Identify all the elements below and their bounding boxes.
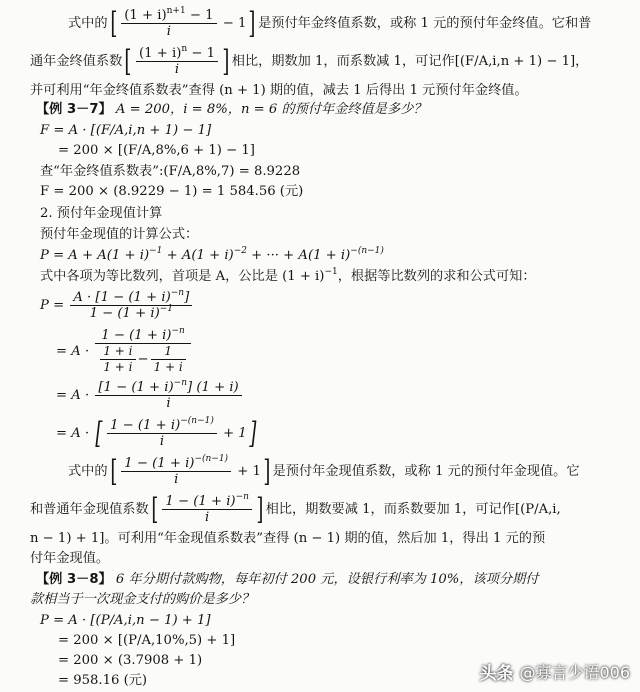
ex7-table-lookup: 查“年金终值系数表”:(F/A,8%,7) = 8.9228 bbox=[40, 164, 301, 179]
ex7-formula-line-1: F = A · [(F/A,i,n + 1) − 1] bbox=[40, 123, 212, 138]
derivation-fraction-1: $\frac{A \cdot [1 - (1 + i)^{-n}]}{1 - (1 + i)^{-1}}$ bbox=[70, 290, 192, 321]
ex8-formula-line-3: = 200 × (3.7908 + 1) bbox=[58, 653, 203, 668]
para-annuity-due-pv-coefficient: 式中的[ $\frac{1 - (1 + i)^{-(n-1)}}{i}$ + 1] 是预付年金现值系数，或称 1 元的预付年金现值。它 bbox=[68, 453, 580, 489]
watermark bbox=[479, 659, 630, 684]
derivation-step-4: = A · [ $\frac{1 - (1 + i)^{-(n-1)}}{i}$ + 1] bbox=[56, 415, 257, 451]
ex8-formula-line-1: P = A · [(P/A,i,n − 1) + 1] bbox=[40, 613, 211, 628]
derivation-fraction-2: $1 - (1 + i)^{-n}$ $\frac{1 + i}{1 + i}$ − $\frac{1}{1 + i}$ bbox=[95, 328, 190, 375]
example-3-8-cont: 款相当于一次现金支付的购价是多少？ bbox=[30, 592, 255, 607]
bracket-left: [ bbox=[109, 5, 117, 41]
watermark-handle: @寡言少语006 bbox=[519, 663, 630, 682]
para-compare-ordinary-fv: 通年金终值系数[ $\frac{(1 + i)^n - 1}{i}$ ] 相比，期数加 1，而系数减 1，可记作[(F/A,i,n + 1) − 1]， bbox=[30, 43, 589, 79]
ordinary-fv-fraction: $\frac{(1 + i)^n - 1}{i}$ bbox=[136, 46, 218, 77]
derivation-fraction-3: $\frac{[1 - (1 + i)^{-n}] (1 + i)}{i}$ bbox=[95, 380, 241, 411]
bracket-right: ] bbox=[248, 5, 256, 41]
section-title-pv: 2. 预付年金现值计算 bbox=[40, 206, 163, 221]
derivation-step-1: P = $\frac{A \cdot [1 - (1 + i)^{-n}]}{1 - (1 + i)^{-1}}$ bbox=[40, 290, 194, 321]
ex7-formula-line-2: = 200 × [(F/A,8%,6 + 1) − 1] bbox=[58, 143, 255, 158]
ex8-formula-line-2: = 200 × [(P/A,10%,5) + 1] bbox=[58, 633, 236, 648]
geometric-series-description: 式中各项为等比数列，首项是 A，公比是 $(1 + i)^{-1}$，根据等比数列的求和公式可知： bbox=[40, 267, 536, 284]
pv-formula-label: 预付年金现值的计算公式： bbox=[40, 227, 199, 242]
example-3-8: 【例 3－8】 6 年分期付款购物，每年初付 200 元，设银行利率为 10%，该项分期付 bbox=[36, 572, 539, 587]
fv-coefficient-fraction: $\frac{(1 + i)^{n+1} - 1}{i}$ bbox=[121, 8, 216, 39]
para-fv-table-usage: 并可利用“年金终值系数表”查得 (n + 1) 期的值，减去 1 后得出 1 元预付年金终值。 bbox=[30, 83, 528, 98]
derivation-fraction-4: $\frac{1 - (1 + i)^{-(n-1)}}{i}$ bbox=[107, 418, 217, 449]
ordinary-pv-fraction: $\frac{1 - (1 + i)^{-n}}{i}$ bbox=[162, 494, 252, 525]
pv-coefficient-fraction: $\frac{1 - (1 + i)^{-(n-1)}}{i}$ bbox=[121, 456, 231, 487]
para-pv-table-usage-end: 付年金现值。 bbox=[30, 551, 110, 566]
watermark-logo: 头条 bbox=[479, 664, 514, 684]
para-pv-table-usage: n − 1) + 1]。可利用“年金现值系数表”查得 (n − 1) 期的值，然后加 1，得出 1 元的预 bbox=[30, 531, 546, 546]
derivation-step-3: = A · $\frac{[1 - (1 + i)^{-n}] (1 + i)}{i}$ bbox=[56, 380, 244, 411]
pv-series-formula: $P = A + A(1 + i)^{-1} + A(1 + i)^{-2}$ + ··· + $A(1 + i)^{-(n-1)}$ bbox=[40, 246, 384, 263]
para-compare-ordinary-pv: 和普通年金现值系数[ $\frac{1 - (1 + i)^{-n}}{i}$ ] 相比，期数要减 1，而系数要加 1，可记作[(P/A,i, bbox=[30, 491, 561, 527]
derivation-step-2: = A · $1 - (1 + i)^{-n}$ $\frac{1 + i}{1 + i}$ − $\frac{1}{1 + i}$ bbox=[56, 328, 193, 375]
para-annuity-due-fv-coefficient: 式中的[ $\frac{(1 + i)^{n+1} - 1}{i}$ − 1] 是预付年金终值系数，或称 1 元的预付年金终值。它和普 bbox=[68, 5, 592, 41]
example-3-7: 【例 3－7】 A = 200，i = 8%，n = 6 的预付年金终值是多少？ bbox=[36, 102, 427, 117]
ex8-result: = 958.16 (元) bbox=[58, 673, 148, 688]
ex7-result: F = 200 × (8.9229 − 1) = 1 584.56 (元) bbox=[40, 184, 304, 199]
